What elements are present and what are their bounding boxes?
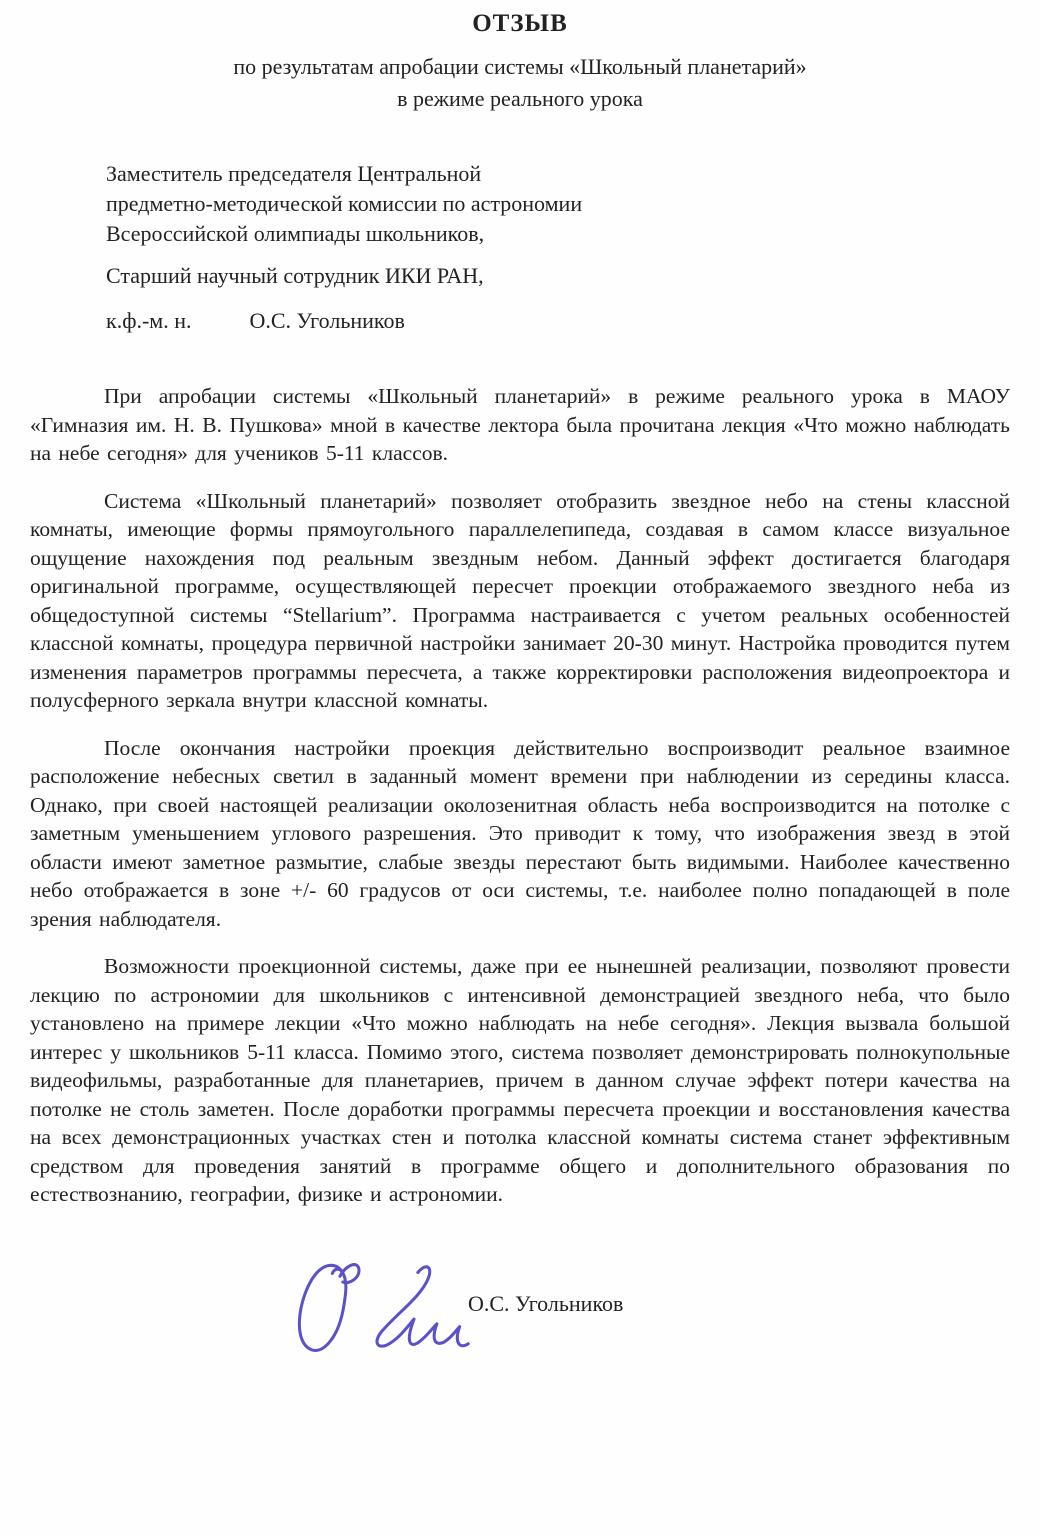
body-paragraph-3: После окончания настройки проекция действительно воспроизводит реальное взаимное расположение небесных светил в заданный момент времени при наблюдении из середины класса. Однако, при своей настоящей реализации околозенитная область неба воспроизводится на потолке с заметным уменьшением углового разрешения. Это приводит к тому, что изображения звезд в этой области имеют заметное размытие, слабые звезды перестают быть видимыми. Наиболее качественно небо отображается в зоне +/- 60 градусов от оси системы, т.е. наиболее полно попадающей в поле зрения наблюдателя. [30, 735, 1010, 931]
author-degree: к.ф.-м. н. [106, 308, 192, 333]
subtitle-line-1: по результатам апробации системы «Школьный планетарий» [233, 54, 807, 79]
body-paragraph-1: При апробации системы «Школьный планетарий» в режиме реального урока в МАОУ «Гимназия им. Н. В. Пушкова» мной в качестве лектора была прочитана лекция «Что можно наблюдать на небе сегодня» для учеников 5-11 классов. [30, 384, 1010, 465]
document-subtitle [30, 51, 1010, 115]
document-body [30, 382, 1010, 1209]
author-position: Старший научный сотрудник ИКИ РАН, [106, 263, 484, 288]
body-paragraph-2: Система «Школьный планетарий» позволяет отобразить звездное небо на стены классной комнаты, имеющие формы прямоугольного параллелепипеда, создавая в самом классе визуальное ощущение нахождения под реальным звездным небом. Данный эффект достигается благодаря оригинальной программе, осуществляющей пересчет проекции отображаемого звездного неба из общедоступной системы “Stellarium”. Программа настраивается с учетом реальных особенностей классной комнаты, процедура первичной настройки занимает 20-30 минут. Настройка проводится путем изменения параметров программы пересчета, а также корректировки расположения видеопроектора и полусферного зеркала внутри классной комнаты. [30, 488, 1010, 712]
body-paragraph-4: Возможности проекционной системы, даже при ее нынешней реализации, позволяют провести лекцию по астрономии для школьников с интенсивной демонстрацией звездного неба, что было установлено на примере лекции «Что можно наблюдать на небе сегодня». Лекция вызвала большой интерес у школьников 5-11 класса. Помимо этого, система позволяет демонстрировать полнокупольные видеофильмы, разработанные для планетариев, причем в данном случае эффект потери качества на потолке не столь заметен. После доработки программы пересчета проекции и восстановления качества на всех демонстрационных участках стен и потолка классной комнаты система станет эффективным средством для проведения занятий в программе общего и дополнительного образования по естествознанию, географии, физике и астрономии. [30, 954, 1010, 1206]
author-org-line-1: Заместитель председателя Центральной [106, 161, 482, 186]
signature-block [30, 1251, 1010, 1421]
subtitle-line-2: в режиме реального урока [397, 86, 643, 111]
author-block [106, 159, 1010, 336]
signature-ink-stroke-curl [340, 1264, 359, 1282]
author-name: О.С. Угольников [249, 308, 405, 333]
author-org-line-2: предметно-методической комиссии по астрономии [106, 191, 583, 216]
document-title: ОТЗЫВ [472, 10, 568, 37]
signatory-name: О.С. Угольников [468, 1290, 624, 1316]
signature-ink-stroke-o [299, 1265, 346, 1350]
handwritten-signature-icon [282, 1253, 472, 1368]
author-org-line-3: Всероссийской олимпиады школьников, [106, 221, 485, 246]
signature-ink-stroke-flourish [377, 1266, 468, 1345]
author-degree-row [106, 306, 1010, 336]
